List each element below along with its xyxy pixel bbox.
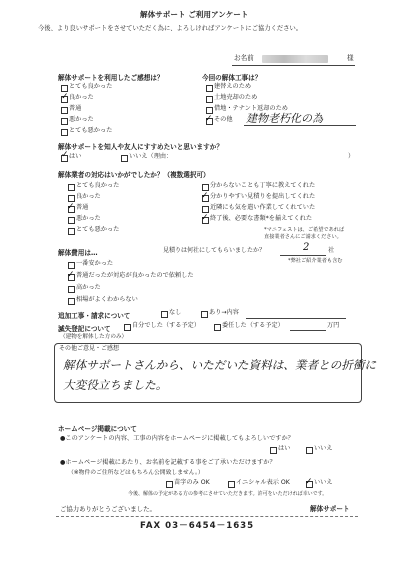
q4-left-option-4: とても悪かった [76, 226, 120, 233]
company-name: 解体サポート [310, 505, 350, 513]
q1-checkbox-4[interactable] [61, 129, 68, 136]
q7-delegate-checkbox[interactable] [214, 324, 221, 331]
q7-subtitle: （建物を解体した方のみ） [60, 334, 128, 340]
q2-checkmark: ✓ [205, 114, 213, 124]
homepage-opt-no: いいえ [314, 479, 333, 486]
q5-checkbox-0[interactable] [68, 262, 75, 269]
homepage-q1-yes: はい [278, 445, 291, 452]
q5-option-0: 一番安かった [76, 260, 114, 267]
homepage-note: 今後、解体の予定がある方の参考にさせていただきます。許可をいただければ幸いです。 [128, 491, 328, 497]
homepage-title: ホームページ掲載について [58, 425, 137, 433]
q1-checkbox-3[interactable] [61, 118, 68, 125]
q5-quote-answer: 2 [303, 242, 310, 253]
q7-amount-underline [290, 330, 326, 331]
q5-quote-question: 見積りは何社にしてもらいましたか？ [163, 247, 266, 254]
q1-title: 解体サポートを利用したご感想は？ [58, 74, 164, 82]
footer-separator [56, 516, 358, 517]
intro-text: 今後、より良いサポートをさせていただく為に、よろしければアンケートにご協力ください。 [38, 25, 303, 32]
q1-option-0: とても良かった [69, 83, 113, 90]
q6-none-checkbox[interactable] [161, 311, 168, 318]
homepage-q2-line2: （※物件のご住所などはもちろん公開致しません。） [68, 470, 204, 476]
q4-right-option-1: 分かりやすい見積りを提出してくれた [210, 193, 316, 200]
q2-title: 今回の解体工事は？ [202, 74, 262, 82]
q2-checkbox-1[interactable] [206, 96, 213, 103]
q4-right-option-3: 終了後、必要な書類*を揃えてくれた [210, 215, 313, 222]
q4-left-checkbox-0[interactable] [68, 184, 75, 191]
q6-some-checkbox[interactable] [201, 311, 208, 318]
q1-option-4: とても悪かった [69, 127, 113, 134]
q4-right-checkmark-1: ✓ [201, 191, 209, 201]
q1-checkmark: ✓ [61, 92, 69, 102]
q5-checkbox-2[interactable] [68, 286, 75, 293]
q2-option-2: 借地・テナント返却のため [214, 105, 288, 112]
homepage-surname-checkbox[interactable] [166, 481, 173, 488]
q3-no-checkbox[interactable] [121, 155, 128, 162]
q7-delegate-label: 委任した（する予定） [222, 322, 284, 329]
q1-option-1: 良かった [69, 94, 94, 101]
homepage-q1-no: いいえ [314, 445, 333, 452]
homepage-no-checkmark: ✓ [305, 477, 313, 487]
q8-handwriting-line-2: 大変役立ちました。 [63, 378, 168, 392]
q4-right-option-0: 分からないことも丁寧に教えてくれた [210, 182, 316, 189]
fax-number: FAX 03－6454－1635 [140, 521, 255, 531]
name-label: お名前 [234, 54, 254, 62]
q6-none-label: なし [169, 309, 182, 316]
q4-left-option-0: とても良かった [76, 182, 120, 189]
q4-left-option-3: 悪かった [76, 215, 101, 222]
q4-left-option-2: 普通 [76, 204, 89, 211]
homepage-initial-checkbox[interactable] [228, 481, 235, 488]
homepage-q2-line1: ●ホームページ掲載にあたり、お名前を記載する事をご了承いただけますか？ [60, 459, 276, 466]
q5-quote-note: *弊社ご紹介業者も含む [288, 258, 343, 264]
q3-close-paren: ） [348, 153, 355, 160]
q1-option-3: 悪かった [69, 116, 94, 123]
comment-box[interactable] [54, 343, 377, 403]
homepage-q1: ●このアンケートの内容、工事の内容をホームページに掲載してもよろしいですか？ [60, 435, 294, 442]
q6-some-label: あり→内容 [209, 309, 239, 316]
q3-yes-label: はい [69, 153, 82, 160]
q3-title: 解体サポートを知人や友人にすすめたいと思いますか？ [58, 143, 223, 151]
q5-checkbox-3[interactable] [68, 298, 75, 305]
homepage-q1-no-checkbox[interactable] [306, 447, 313, 454]
q4-right-option-2: 近隣にも気を遣い作業してくれていた [210, 204, 316, 211]
q1-checkbox-2[interactable] [61, 107, 68, 114]
q5-option-2: 高かった [76, 284, 101, 291]
q8-handwriting-line-1: 解体サポートさんから、いただいた資料は、業者との折衝に [63, 358, 377, 372]
q5-quote-underline [280, 255, 326, 256]
q5-quote-unit: 社 [328, 247, 335, 254]
q1-checkbox-0[interactable] [61, 85, 68, 92]
q5-option-3: 相場がよくわからない [76, 296, 138, 303]
q4-left-checkbox-3[interactable] [68, 217, 75, 224]
q2-option-3: その他 [214, 116, 233, 123]
q3-no-label: いいえ（理由： [129, 153, 173, 160]
q2-checkbox-0[interactable] [206, 85, 213, 92]
q2-other-answer: 建物老朽化の為 [246, 112, 323, 125]
redacted-name [262, 55, 328, 63]
q5-checkmark: ✓ [67, 270, 75, 280]
q4-right-checkbox-2[interactable] [202, 206, 209, 213]
q7-self-checkbox[interactable] [124, 324, 131, 331]
q4-left-checkbox-1[interactable] [68, 195, 75, 202]
page-title: 解体サポート ご利用アンケート [140, 10, 249, 19]
q4-footnote-1: *マニフェストは、ご希望であれば [264, 227, 345, 233]
q4-title: 解体業者の対応はいかがでしたか？（複数選択可） [58, 171, 210, 179]
q6-title: 追加工事・請求について [58, 312, 131, 320]
q4-right-checkmark-3: ✓ [201, 213, 209, 223]
name-underline [232, 65, 355, 66]
q4-left-checkbox-4[interactable] [68, 228, 75, 235]
q2-option-0: 建替えのため [214, 83, 252, 90]
q3-checkmark: ✓ [61, 150, 69, 160]
homepage-opt-surname: 苗字のみ OK [174, 479, 210, 486]
q4-left-checkmark: ✓ [67, 202, 75, 212]
name-suffix: 様 [347, 54, 354, 62]
homepage-opt-initial: イニシャル表示 OK [236, 479, 290, 486]
q7-title: 滅失登記について [58, 325, 111, 333]
q8-title: その他ご意見・ご感想 [59, 345, 120, 352]
q6-content-underline [246, 318, 346, 319]
q2-other-underline [244, 125, 356, 126]
thanks-text: ご協力ありがとうございました。 [60, 505, 156, 513]
q2-checkbox-2[interactable] [206, 107, 213, 114]
q4-right-checkbox-0[interactable] [202, 184, 209, 191]
q7-unit: 万円 [327, 322, 340, 329]
q7-self-label: 自分でした（する予定） [132, 322, 201, 329]
q2-option-1: 土地売却のため [214, 94, 258, 101]
q5-title: 解体費用は… [58, 249, 98, 257]
q4-left-option-1: 良かった [76, 193, 101, 200]
q4-footnote-2: 直接業者さんにご請求ください。 [264, 234, 342, 240]
q1-option-2: 普通 [69, 105, 82, 112]
q5-option-1: 普通だったが対応が良かったので依頼した [76, 272, 194, 279]
homepage-q1-yes-checkbox[interactable] [270, 447, 277, 454]
